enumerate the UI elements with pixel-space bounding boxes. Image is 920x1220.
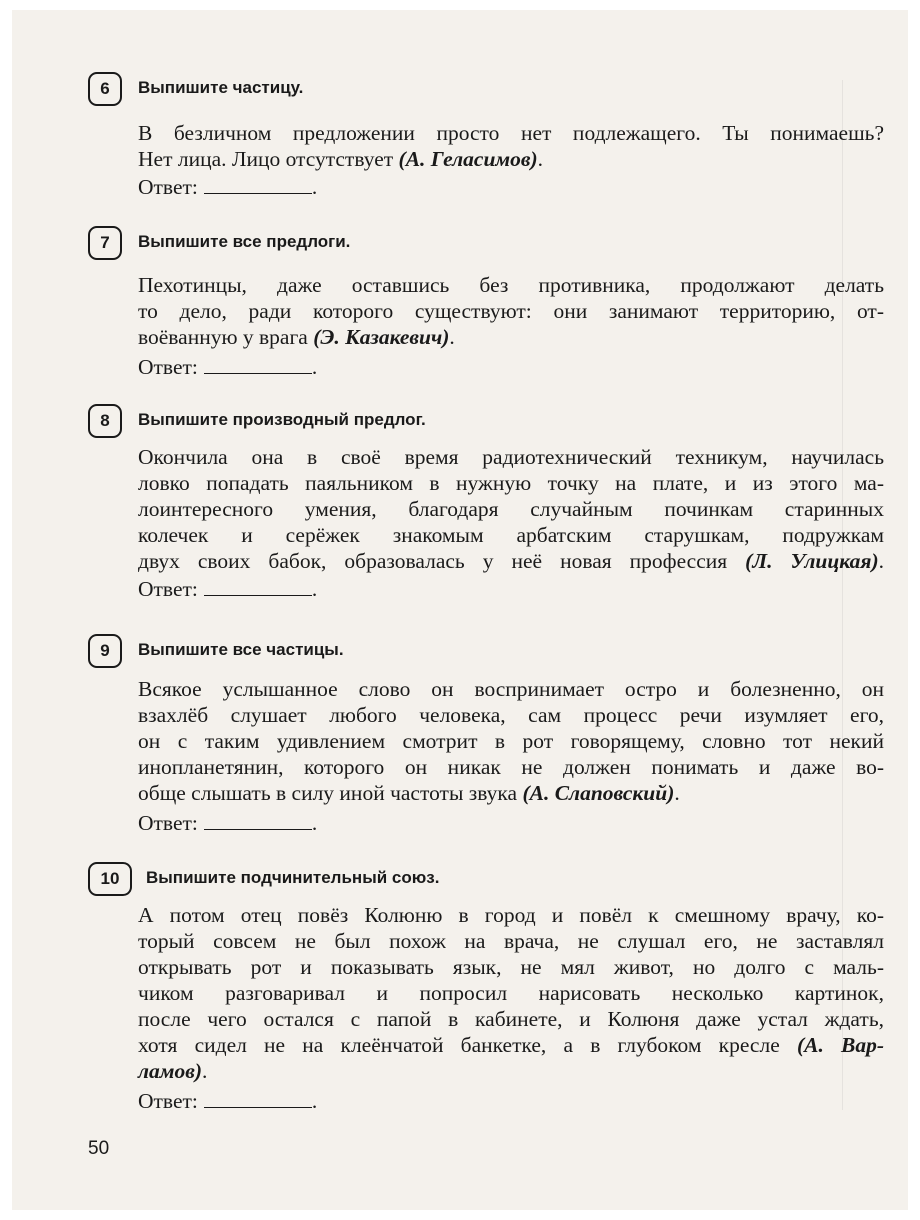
- source-citation: (А. Вар-: [796, 1033, 885, 1057]
- task-instruction: Выпишите все предлоги.: [138, 232, 351, 251]
- source-citation-cont: ламов): [138, 1059, 203, 1083]
- answer-label: Ответ:: [138, 355, 198, 379]
- source-citation: (А. Геласимов): [398, 147, 538, 171]
- text-line: лоинтересного умения, благодаря случайным починкам старинных: [138, 497, 884, 521]
- answer-label: Ответ:: [138, 175, 198, 199]
- task-number: 6: [88, 72, 122, 106]
- text-line: двух своих бабок, образовалась у неё новая профессия (Л. Улицкая).: [138, 549, 885, 573]
- text-line: В безличном предложении просто нет подлежащего. Ты понимаешь?: [138, 121, 884, 145]
- text-line: колечек и серёжек знакомым арбатским старушкам, подружкам: [138, 523, 884, 547]
- source-citation: (Э. Казакевич): [313, 325, 450, 349]
- text-line: чиком разговаривал и попросил нарисовать несколько картинок,: [138, 981, 884, 1005]
- answer-blank[interactable]: [204, 577, 312, 596]
- text-line: он с таким удивлением смотрит в рот говорящему, словно тот некий: [138, 729, 884, 753]
- answer-blank[interactable]: [204, 811, 312, 830]
- text-line: взахлёб слушает любого человека, сам процесс речи изумляет его,: [138, 703, 884, 727]
- text-line: после чего остался с папой в кабинете, и Колюня даже устал ждать,: [138, 1007, 884, 1031]
- text-line: Пехотинцы, даже оставшись без противника, продолжают делать: [138, 273, 884, 297]
- task-instruction: Выпишите частицу.: [138, 78, 304, 97]
- answer-blank[interactable]: [204, 355, 312, 374]
- task-number: 9: [88, 634, 122, 668]
- task-instruction: Выпишите подчинительный союз.: [146, 868, 440, 887]
- text-line: хотя сидел не на клеёнчатой банкетке, а в глубоком кресле (А. Вар-: [138, 1033, 885, 1057]
- answer-label: Ответ:: [138, 811, 198, 835]
- task-number: 8: [88, 404, 122, 438]
- text-line: ламов).: [138, 1059, 208, 1083]
- text-line: обще слышать в силу иной частоты звука (А. Слаповский).: [138, 781, 680, 805]
- page-number: 50: [88, 1138, 110, 1159]
- answer-label: Ответ:: [138, 577, 198, 601]
- text-line: воёванную у врага (Э. Казакевич).: [138, 325, 455, 349]
- answer-row: Ответ: .: [138, 355, 318, 379]
- text-line: торый совсем не был похож на врача, не слушал его, не заставлял: [138, 929, 884, 953]
- text-line: открывать рот и показывать язык, не мял живот, но долго с маль-: [138, 955, 884, 979]
- task-number: 7: [88, 226, 122, 260]
- text-line: инопланетянин, которого он никак не должен понимать и даже во-: [138, 755, 884, 779]
- text-line: то дело, ради которого существуют: они занимают территорию, от-: [138, 299, 884, 323]
- answer-blank[interactable]: [204, 1089, 312, 1108]
- answer-row: Ответ: .: [138, 175, 318, 199]
- workbook-page: [12, 10, 908, 1210]
- answer-blank[interactable]: [204, 175, 312, 194]
- source-citation: (Л. Улицкая): [745, 549, 879, 573]
- answer-row: Ответ: .: [138, 811, 318, 835]
- text-line: ловко попадать паяльником в нужную точку на плате, и из этого ма-: [138, 471, 884, 495]
- answer-label: Ответ:: [138, 1089, 198, 1113]
- text-line: Окончила она в своё время радиотехнический техникум, научилась: [138, 445, 884, 469]
- task-number: 10: [88, 862, 132, 896]
- text-line: А потом отец повёз Колюню в город и повёл к смешному врачу, ко-: [138, 903, 884, 927]
- source-citation: (А. Слаповский): [522, 781, 675, 805]
- text-line: Нет лица. Лицо отсутствует (А. Геласимов).: [138, 147, 544, 171]
- task-instruction: Выпишите производный предлог.: [138, 410, 426, 429]
- text-line: Всякое услышанное слово он воспринимает остро и болезненно, он: [138, 677, 884, 701]
- answer-row: Ответ: .: [138, 577, 318, 601]
- task-instruction: Выпишите все частицы.: [138, 640, 344, 659]
- answer-row: Ответ: .: [138, 1089, 318, 1113]
